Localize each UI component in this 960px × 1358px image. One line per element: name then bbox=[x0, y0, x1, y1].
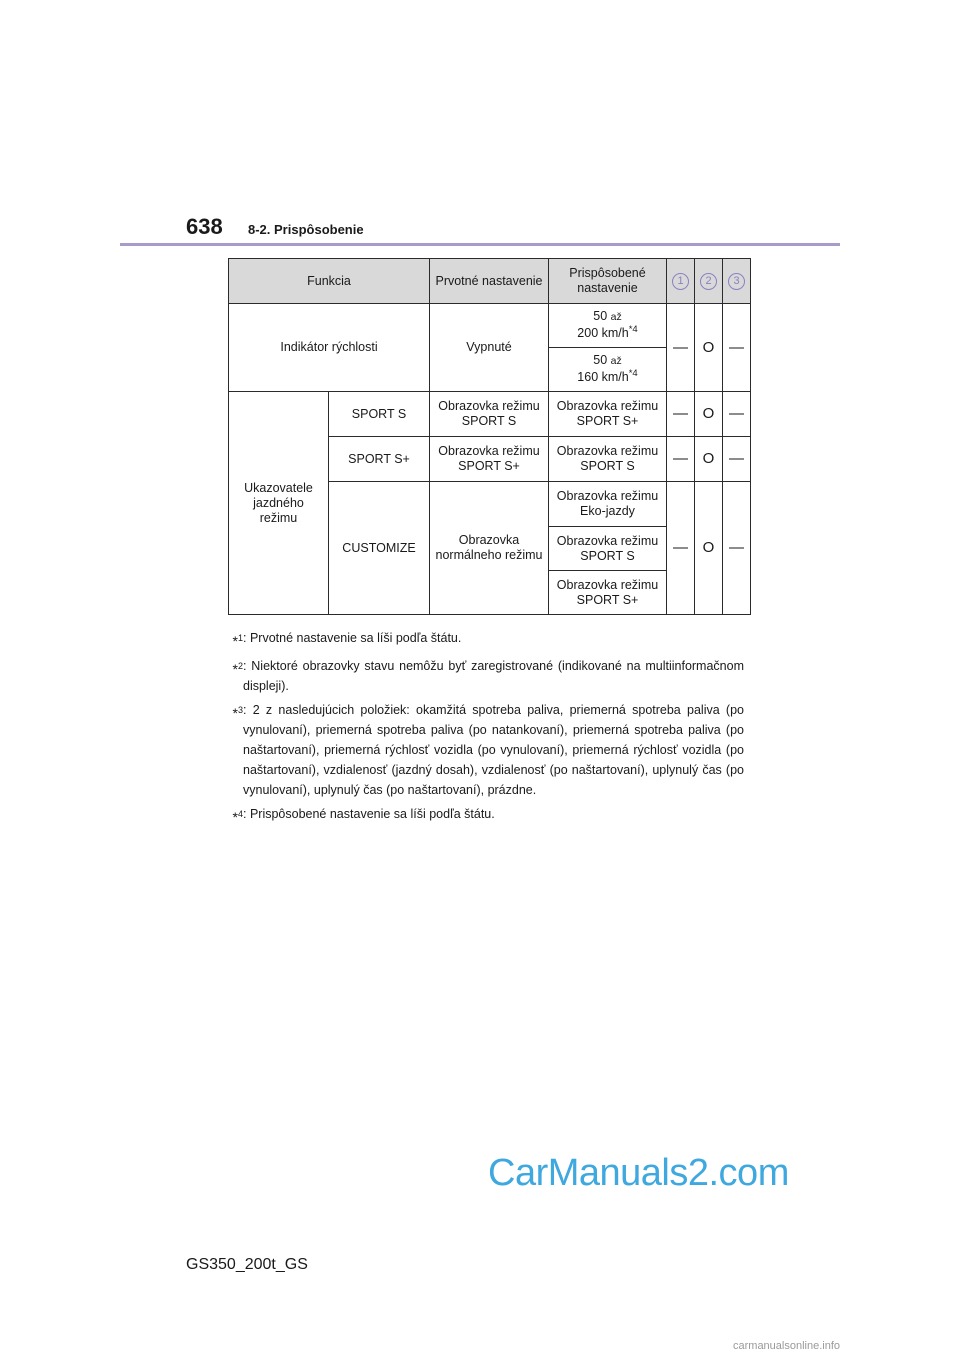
page-number: 638 bbox=[186, 214, 223, 239]
header-function: Funkcia bbox=[229, 259, 430, 304]
document-id: GS350_200t_GS bbox=[186, 1256, 308, 1273]
footnote-number: 3 bbox=[237, 705, 243, 716]
footnote-text: : Prvotné nastavenie sa líši podľa štátu. bbox=[243, 631, 462, 645]
mode-customize-custom-3: Obrazovka režimu SPORT S+ bbox=[549, 571, 667, 615]
settings-table bbox=[228, 258, 751, 615]
table-row bbox=[229, 392, 751, 437]
watermark-logo: CarManuals2.com bbox=[488, 1152, 789, 1194]
mode-customize-initial: Obrazovka normálneho režimu bbox=[430, 482, 549, 615]
speed-option-2-min: 50 bbox=[593, 353, 608, 368]
number-1-badge: 1 bbox=[672, 273, 689, 290]
header-custom-setting: Prispôsobené nastavenie bbox=[549, 259, 667, 304]
header-col-3 bbox=[723, 259, 751, 304]
speed-option-1-footnote: *4 bbox=[628, 324, 638, 336]
footnote-number: 2 bbox=[237, 661, 243, 672]
number-3-badge: 3 bbox=[728, 273, 745, 290]
sport-s-col-3: — bbox=[723, 392, 751, 437]
speed-option-1-to: až bbox=[610, 311, 622, 324]
footnote-number: 1 bbox=[237, 633, 243, 643]
footnote-star: * bbox=[232, 633, 238, 650]
speed-indicator-label: Indikátor rýchlosti bbox=[229, 304, 430, 392]
mode-sport-s-plus-custom: Obrazovka režimu SPORT S bbox=[549, 437, 667, 482]
speed-option-2-to: až bbox=[610, 355, 622, 368]
speed-col-1: — bbox=[667, 304, 695, 392]
speed-option-2-max: 160 km/h bbox=[577, 370, 629, 385]
footnote-star: * bbox=[232, 661, 238, 678]
mode-sport-s-initial: Obrazovka režimu SPORT S bbox=[430, 392, 549, 437]
speed-col-3: — bbox=[723, 304, 751, 392]
table-header-row bbox=[229, 259, 751, 304]
sport-s-plus-col-1: — bbox=[667, 437, 695, 482]
mode-customize-custom-2: Obrazovka režimu SPORT S bbox=[549, 527, 667, 571]
speed-option-2 bbox=[549, 348, 667, 392]
footnote-text: : 2 z nasledujúcich položiek: okamžitá spotreba paliva, priemerná spotreba paliva (po vynulovaní), priemerná spotreba paliva (po natankovaní), priemerná spotreba paliva (po naštartovaní), priemerná rýchlosť vozidla (po vynulovaní), priemerná rýchlosť vozidla (po naštartovaní), vzdialenosť (jazdný dosah), vzdialenosť (po naštartovaní), uplynulý čas (po vynulovaní), uplynulý čas (po naštartovaní), prázdne. bbox=[243, 703, 744, 798]
drive-mode-label: Ukazovatele jazdného režimu bbox=[229, 392, 329, 615]
footnote bbox=[220, 700, 744, 800]
speed-option-2-footnote: *4 bbox=[628, 368, 638, 380]
mode-sport-s-custom: Obrazovka režimu SPORT S+ bbox=[549, 392, 667, 437]
header-col-2 bbox=[695, 259, 723, 304]
mode-sport-s: SPORT S bbox=[329, 392, 430, 437]
header-divider bbox=[120, 243, 840, 246]
footnotes bbox=[220, 628, 744, 832]
customize-col-2: O bbox=[695, 482, 723, 615]
footnote-text: : Prispôsobené nastavenie sa líši podľa štátu. bbox=[243, 807, 495, 822]
speed-option-1-max: 200 km/h bbox=[577, 326, 629, 341]
speed-option-1-min: 50 bbox=[593, 309, 608, 324]
footnote-star: * bbox=[232, 705, 238, 722]
sport-s-col-2: O bbox=[695, 392, 723, 437]
section-title: 8-2. Prispôsobenie bbox=[248, 222, 364, 237]
mode-customize-custom-1: Obrazovka režimu Eko-jazdy bbox=[549, 482, 667, 527]
table-row bbox=[229, 304, 751, 348]
header-initial-setting: Prvotné nastavenie bbox=[430, 259, 549, 304]
footnote-number: 4 bbox=[237, 809, 243, 820]
site-footer: carmanualsonline.info bbox=[733, 1340, 841, 1352]
header-col-1 bbox=[667, 259, 695, 304]
speed-col-2: O bbox=[695, 304, 723, 392]
mode-customize: CUSTOMIZE bbox=[329, 482, 430, 615]
mode-sport-s-plus-initial: Obrazovka režimu SPORT S+ bbox=[430, 437, 549, 482]
customize-col-1: — bbox=[667, 482, 695, 615]
customize-col-3: — bbox=[723, 482, 751, 615]
sport-s-plus-col-2: O bbox=[695, 437, 723, 482]
mode-sport-s-plus: SPORT S+ bbox=[329, 437, 430, 482]
footnote bbox=[220, 804, 744, 828]
sport-s-col-1: — bbox=[667, 392, 695, 437]
footnote-text: : Niektoré obrazovky stavu nemôžu byť zaregistrované (indikované na multiinformačnom displeji). bbox=[243, 659, 744, 694]
speed-indicator-initial: Vypnuté bbox=[430, 304, 549, 392]
speed-option-1 bbox=[549, 304, 667, 348]
footnote bbox=[220, 628, 744, 652]
number-2-badge: 2 bbox=[700, 273, 717, 290]
footnote bbox=[220, 656, 744, 696]
footnote-star: * bbox=[232, 809, 238, 826]
sport-s-plus-col-3: — bbox=[723, 437, 751, 482]
